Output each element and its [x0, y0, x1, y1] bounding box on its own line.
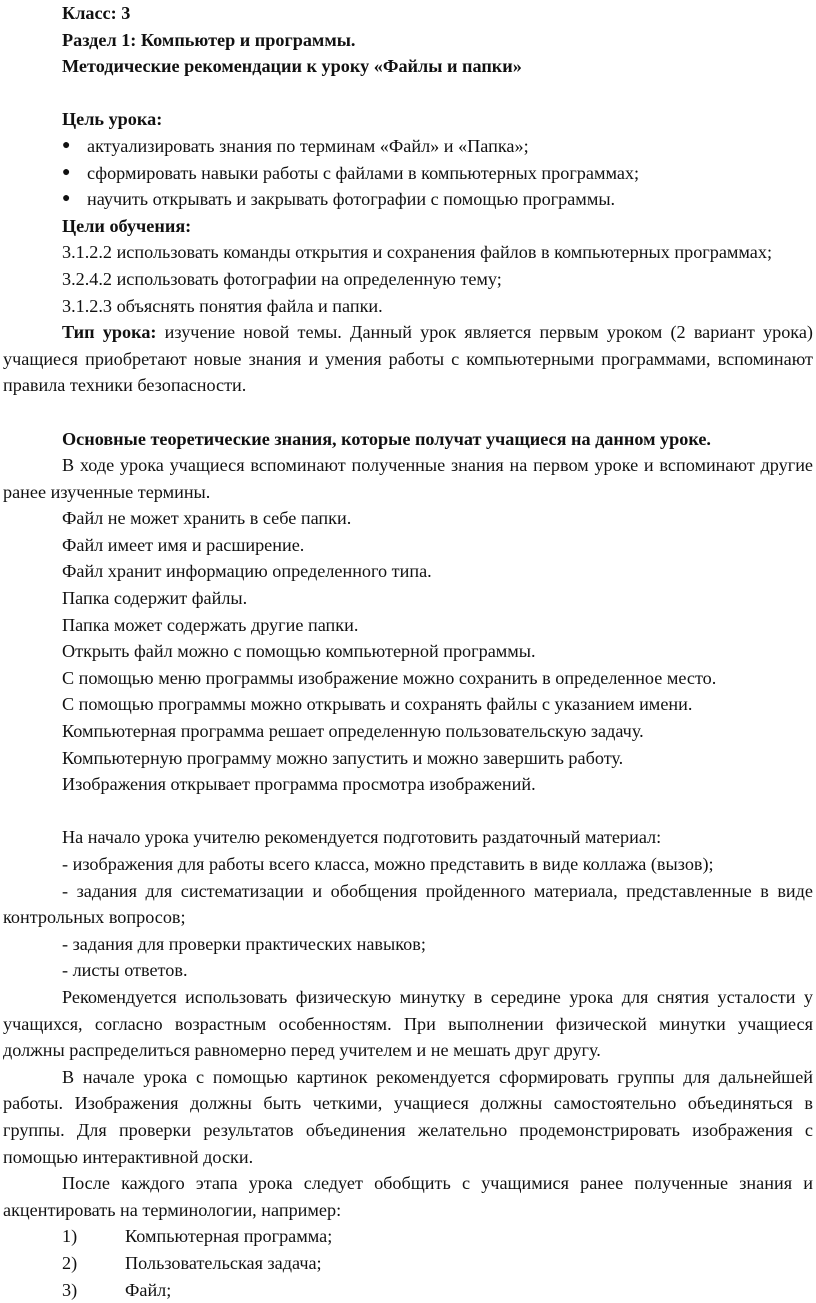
bullet-icon: ●	[62, 160, 70, 187]
lesson-type-label: Тип урока:	[62, 322, 156, 342]
theory-fact: Папка содержит файлы.	[3, 585, 813, 612]
learning-objective: 3.1.2.2 использовать команды открытия и сохранения файлов в компьютерных программах;	[3, 239, 813, 266]
term-number: 3)	[62, 1277, 77, 1303]
goal-bullet	[3, 160, 813, 187]
materials-intro: На начало урока учителю рекомендуется подготовить раздаточный материал:	[3, 824, 813, 851]
theory-fact: Файл хранит информацию определенного типа.	[3, 558, 813, 585]
theory-fact: Файл не может хранить в себе папки.	[3, 505, 813, 532]
theory-fact: С помощью программы можно открывать и сохранять файлы с указанием имени.	[3, 691, 813, 718]
materials-item: - листы ответов.	[3, 957, 813, 984]
section-line: Раздел 1: Компьютер и программы.	[3, 27, 813, 54]
theory-fact: С помощью меню программы изображение можно сохранить в определенное место.	[3, 665, 813, 692]
lesson-type-paragraph	[3, 319, 813, 399]
theory-fact: Файл имеет имя и расширение.	[3, 532, 813, 559]
materials-item: - изображения для работы всего класса, можно представить в виде коллажа (вызов);	[3, 851, 813, 878]
goal-bullet	[3, 186, 813, 213]
theory-fact: Открыть файл можно с помощью компьютерной программы.	[3, 638, 813, 665]
theory-fact: Изображения открывает программа просмотра изображений.	[3, 771, 813, 798]
term-number: 1)	[62, 1223, 77, 1250]
materials-item: - задания для проверки практических навыков;	[3, 931, 813, 958]
learning-heading: Цели обучения:	[3, 213, 813, 240]
spacer	[3, 798, 813, 825]
class-line: Класс: 3	[3, 0, 813, 27]
goal-bullet-text: актуализировать знания по терминам «Файл» и «Папка»;	[87, 136, 529, 156]
theory-intro: В ходе урока учащиеся вспоминают полученные знания на первом уроке и вспоминают другие ранее изученные термины.	[3, 452, 813, 505]
materials-item: - задания для систематизации и обобщения пройденного материала, представленные в виде контрольных вопросов;	[3, 878, 813, 931]
grouping-paragraph: В начале урока с помощью картинок рекомендуется сформировать группы для дальнейшей работы. Изображения должны быть четкими, учащиеся должны самостоятельно объединяться в группы. Для проверки результатов объединения желательно продемонстрировать изображения с помощью интерактивной доски.	[3, 1064, 813, 1170]
theory-heading: Основные теоретические знания, которые получат учащиеся на данном уроке.	[3, 426, 813, 453]
goal-bullet-text: научить открывать и закрывать фотографии с помощью программы.	[87, 189, 615, 209]
term-item	[3, 1250, 813, 1277]
term-text: Компьютерная программа;	[125, 1226, 332, 1246]
goal-bullet-text: сформировать навыки работы с файлами в компьютерных программах;	[87, 163, 639, 183]
goal-heading: Цель урока:	[3, 106, 813, 133]
term-number: 2)	[62, 1250, 77, 1277]
theory-fact: Папка может содержать другие папки.	[3, 612, 813, 639]
learning-objective: 3.2.4.2 использовать фотографии на определенную тему;	[3, 266, 813, 293]
term-item	[3, 1277, 813, 1303]
theory-fact: Компьютерную программу можно запустить и можно завершить работу.	[3, 745, 813, 772]
lesson-type-text: изучение новой темы. Данный урок является первым уроком (2 вариант урока) учащиеся приобретают новые знания и умения работы с компьютерными программами, вспоминают правила техники безопасности.	[3, 322, 813, 395]
spacer	[3, 399, 813, 426]
summary-paragraph: После каждого этапа урока следует обобщить с учащимися ранее полученные знания и акцентировать на терминологии, например:	[3, 1170, 813, 1223]
term-text: Файл;	[125, 1280, 171, 1300]
theory-fact: Компьютерная программа решает определенную пользовательскую задачу.	[3, 718, 813, 745]
document-title: Методические рекомендации к уроку «Файлы и папки»	[3, 53, 813, 80]
term-item	[3, 1223, 813, 1250]
spacer	[3, 80, 813, 107]
learning-objective: 3.1.2.3 объяснять понятия файла и папки.	[3, 293, 813, 320]
physical-minute-paragraph: Рекомендуется использовать физическую минутку в середине урока для снятия усталости у учащихся, согласно возрастным особенностям. При выполнении физической минутки учащиеся должны распределиться равномерно перед учителем и не мешать друг другу.	[3, 984, 813, 1064]
bullet-icon: ●	[62, 133, 70, 160]
goal-bullet	[3, 133, 813, 160]
term-text: Пользовательская задача;	[125, 1253, 322, 1273]
bullet-icon: ●	[62, 186, 70, 213]
